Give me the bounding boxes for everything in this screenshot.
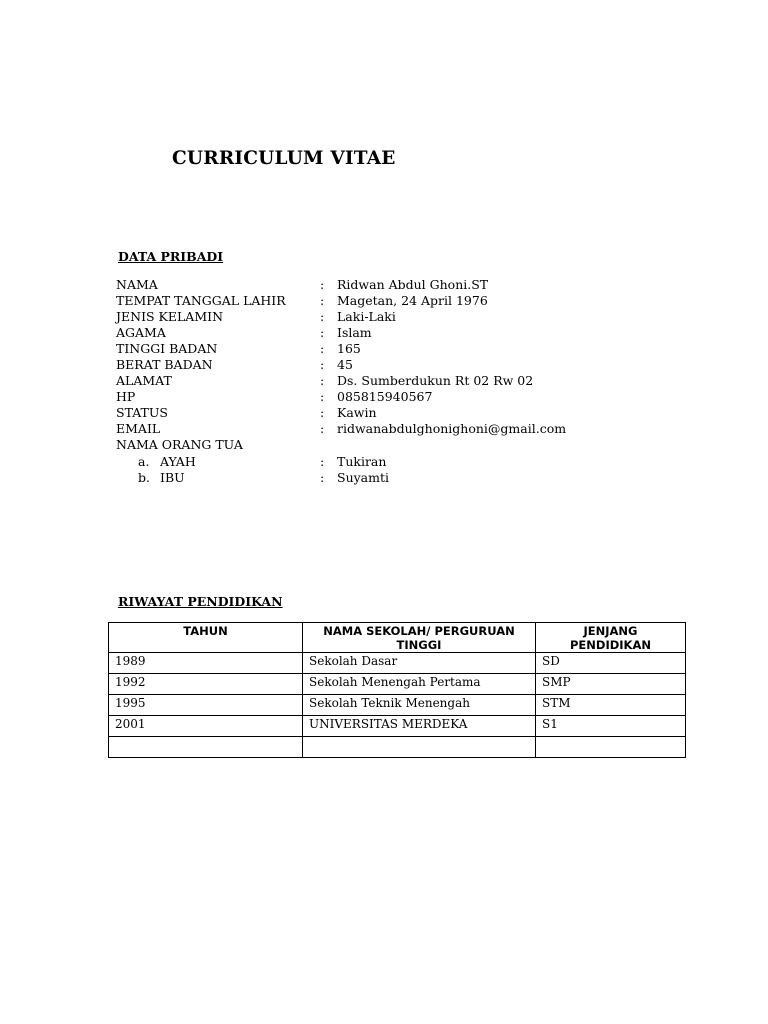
cell-level: STM: [536, 695, 686, 716]
field-value: Ridwan Abdul Ghoni.ST: [337, 277, 489, 292]
cell-school: Sekolah Teknik Menengah: [303, 695, 536, 716]
field-label: STATUS: [116, 405, 168, 420]
cell-level: SMP: [536, 674, 686, 695]
field-label: TEMPAT TANGGAL LAHIR: [116, 293, 286, 308]
field-value: Ds. Sumberdukun Rt 02 Rw 02: [337, 373, 534, 388]
field-label: AYAH: [160, 454, 196, 469]
field-separator: :: [320, 454, 325, 469]
document-title: CURRICULUM VITAE: [172, 148, 396, 169]
table-row: [109, 674, 686, 695]
column-header-jenjang: JENJANG PENDIDIKAN: [536, 623, 686, 653]
field-label: NAMA: [116, 277, 158, 292]
cell-year: [109, 737, 303, 758]
field-row-ayah: [0, 454, 768, 470]
education-table: [108, 622, 686, 758]
field-row-hp: [0, 389, 768, 405]
cell-school: UNIVERSITAS MERDEKA: [303, 716, 536, 737]
field-label: ALAMAT: [116, 373, 172, 388]
column-header-nama-sekolah: NAMA SEKOLAH/ PERGURUAN TINGGI: [303, 623, 536, 653]
field-value: Tukiran: [337, 454, 387, 469]
personal-data-heading: DATA PRIBADI: [118, 249, 224, 264]
cell-level: S1: [536, 716, 686, 737]
cell-year: 1995: [109, 695, 303, 716]
column-header-tahun: TAHUN: [109, 623, 303, 653]
cell-school: Sekolah Menengah Pertama: [303, 674, 536, 695]
field-value: Laki-Laki: [337, 309, 396, 324]
cell-level: [536, 737, 686, 758]
field-row-tempat-tanggal-lahir: [0, 293, 768, 309]
list-marker: b.: [138, 470, 150, 485]
field-separator: :: [320, 309, 325, 324]
field-row-tinggi-badan: [0, 341, 768, 357]
field-separator: :: [320, 405, 325, 420]
field-row-nama: [0, 277, 768, 293]
field-separator: :: [320, 357, 325, 372]
field-separator: :: [320, 470, 325, 485]
table-row: [109, 695, 686, 716]
field-value: 165: [337, 341, 361, 356]
cell-school: Sekolah Dasar: [303, 653, 536, 674]
table-row-empty: [109, 737, 686, 758]
field-label: TINGGI BADAN: [116, 341, 218, 356]
field-row-status: [0, 405, 768, 421]
field-row-ibu: [0, 470, 768, 486]
parents-label: NAMA ORANG TUA: [116, 437, 243, 452]
field-separator: :: [320, 293, 325, 308]
field-row-agama: [0, 325, 768, 341]
list-marker: a.: [138, 454, 150, 469]
field-label: HP: [116, 389, 136, 404]
field-value: Suyamti: [337, 470, 390, 485]
field-row-jenis-kelamin: [0, 309, 768, 325]
cell-year: 1992: [109, 674, 303, 695]
field-value: 085815940567: [337, 389, 433, 404]
table-header-row: [109, 623, 686, 653]
education-heading: RIWAYAT PENDIDIKAN: [118, 594, 283, 609]
field-row-email: [0, 421, 768, 437]
field-value: Islam: [337, 325, 372, 340]
field-label: BERAT BADAN: [116, 357, 213, 372]
field-value: 45: [337, 357, 353, 372]
table-row: [109, 716, 686, 737]
field-row-berat-badan: [0, 357, 768, 373]
field-value: Kawin: [337, 405, 377, 420]
cell-year: 2001: [109, 716, 303, 737]
field-label: EMAIL: [116, 421, 161, 436]
cell-year: 1989: [109, 653, 303, 674]
field-separator: :: [320, 325, 325, 340]
field-label: AGAMA: [116, 325, 166, 340]
field-separator: :: [320, 277, 325, 292]
cell-school: [303, 737, 536, 758]
field-label: JENIS KELAMIN: [116, 309, 224, 324]
field-value: Magetan, 24 April 1976: [337, 293, 488, 308]
field-label: IBU: [160, 470, 185, 485]
field-value: ridwanabdulghonighoni@gmail.com: [337, 421, 567, 436]
cell-level: SD: [536, 653, 686, 674]
field-row-alamat: [0, 373, 768, 389]
field-separator: :: [320, 341, 325, 356]
table-row: [109, 653, 686, 674]
field-separator: :: [320, 389, 325, 404]
field-row-nama-orang-tua: [0, 437, 768, 453]
field-separator: :: [320, 373, 325, 388]
field-separator: :: [320, 421, 325, 436]
